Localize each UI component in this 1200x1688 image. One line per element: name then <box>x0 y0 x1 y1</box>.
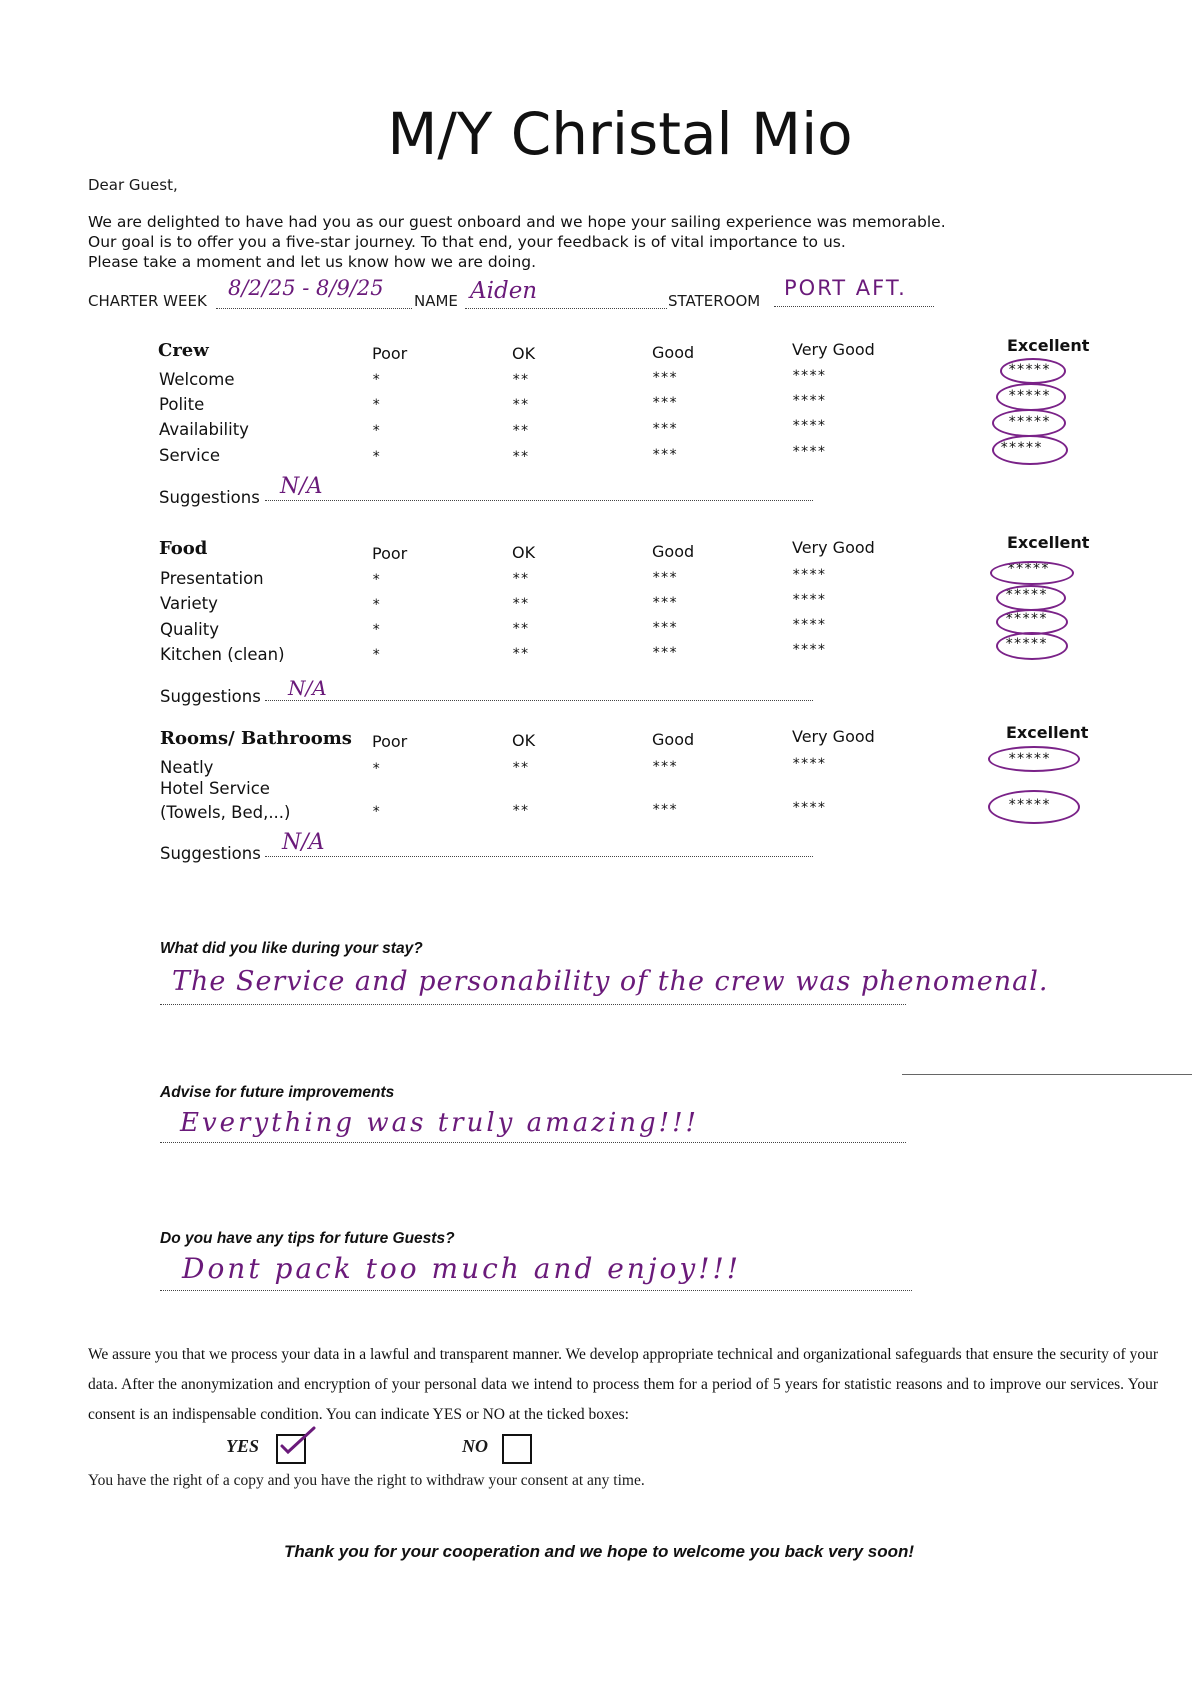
stars-excellent[interactable]: ***** <box>1008 751 1051 767</box>
answer-tips[interactable]: Dont pack too much and enjoy!!! <box>182 1252 741 1285</box>
suggestions-line <box>265 856 813 857</box>
intro-line: Please take a moment and let us know how we are doing. <box>88 253 537 271</box>
stars-poor[interactable]: * <box>372 622 381 638</box>
stars-ok[interactable]: ** <box>512 571 529 587</box>
stars-poor[interactable]: * <box>372 597 381 613</box>
row-label-quality: Quality <box>160 620 219 639</box>
col-good: Good <box>652 542 695 561</box>
stars-poor[interactable]: * <box>372 449 381 465</box>
stars-good[interactable]: *** <box>652 620 678 636</box>
stars-very-good[interactable]: **** <box>792 800 826 816</box>
suggestions-line <box>265 700 813 701</box>
suggestion-value[interactable]: N/A <box>280 474 323 499</box>
stars-good[interactable]: *** <box>652 447 678 463</box>
consent-text: We assure you that we process your data in a lawful and transparent manner. We develop appropriate technical and organizational safeguards that ensure the security of your data. After the anonymization and encryption of your personal data we intend to process them for a period of 5 years for statistic reasons and to improve our services. Your consent is an indispensable condition. You can indicate YES or NO at the ticked boxes: <box>88 1346 1158 1423</box>
page-title: M/Y Christal Mio <box>387 100 853 168</box>
greeting: Dear Guest, <box>88 176 178 194</box>
selection-circle <box>1000 358 1066 384</box>
stateroom-line <box>774 306 934 307</box>
stars-very-good[interactable]: **** <box>792 592 826 608</box>
stars-good[interactable]: *** <box>652 802 678 818</box>
row-label-welcome: Welcome <box>159 370 235 389</box>
stars-ok[interactable]: ** <box>512 646 529 662</box>
stars-ok[interactable]: ** <box>512 449 529 465</box>
stars-very-good[interactable]: **** <box>792 393 826 409</box>
section-title-rooms: Rooms/ Bathrooms <box>160 728 352 749</box>
col-poor: Poor <box>372 544 408 563</box>
answer-like[interactable]: The Service and personability of the crew was phenomenal. <box>172 966 1049 997</box>
selection-circle <box>988 746 1080 772</box>
yes-label: YES <box>226 1436 260 1456</box>
stars-poor[interactable]: * <box>372 804 381 820</box>
rights-text: You have the right of a copy and you have the right to withdraw your consent at any time. <box>88 1472 645 1489</box>
stars-very-good[interactable]: **** <box>792 444 826 460</box>
answer-line <box>160 1290 912 1291</box>
col-excellent: Excellent <box>1007 336 1090 355</box>
row-label-availability: Availability <box>159 420 249 439</box>
stars-excellent[interactable]: ***** <box>1008 797 1051 813</box>
stars-ok[interactable]: ** <box>512 803 529 819</box>
col-very-good: Very Good <box>792 727 875 746</box>
selection-circle <box>992 435 1068 465</box>
section-title-food: Food <box>159 538 208 559</box>
stray-line <box>902 1074 1192 1075</box>
name-line <box>465 308 667 309</box>
no-checkbox[interactable] <box>502 1434 532 1464</box>
row-label-polite: Polite <box>159 395 205 414</box>
col-very-good: Very Good <box>792 340 875 359</box>
stars-ok[interactable]: ** <box>512 423 529 439</box>
stars-very-good[interactable]: **** <box>792 642 826 658</box>
stars-ok[interactable]: ** <box>512 596 529 612</box>
row-label-hotel-service: Hotel Service <box>160 779 270 798</box>
intro-line: Our goal is to offer you a five-star journey. To that end, your feedback is of vital importance to us. <box>88 233 846 251</box>
row-label-towels-bed: (Towels, Bed,...) <box>160 803 291 822</box>
no-label: NO <box>462 1436 488 1456</box>
col-excellent: Excellent <box>1007 533 1090 552</box>
answer-line <box>160 1142 906 1143</box>
selection-circle <box>996 585 1066 611</box>
row-label-service: Service <box>159 446 220 465</box>
stars-good[interactable]: *** <box>652 645 678 661</box>
stars-good[interactable]: *** <box>652 395 678 411</box>
stars-ok[interactable]: ** <box>512 621 529 637</box>
suggestions-line <box>265 500 813 501</box>
question-improvements: Advise for future improvements <box>160 1084 395 1101</box>
stars-excellent[interactable]: ***** <box>1007 561 1050 577</box>
check-mark-icon <box>276 1424 318 1458</box>
suggestions-label: Suggestions <box>159 488 260 507</box>
suggestion-value[interactable]: N/A <box>288 676 327 700</box>
stars-very-good[interactable]: **** <box>792 368 826 384</box>
selection-circle <box>996 383 1066 411</box>
suggestion-value[interactable]: N/A <box>282 830 325 855</box>
stars-excellent[interactable]: ***** <box>1005 611 1048 627</box>
stateroom-value[interactable]: PORT AFT. <box>784 276 907 300</box>
answer-line <box>160 1004 906 1005</box>
selection-circle <box>992 409 1066 437</box>
row-label-presentation: Presentation <box>160 569 264 588</box>
stars-poor[interactable]: * <box>372 372 381 388</box>
yes-checkbox[interactable] <box>276 1434 306 1464</box>
stars-very-good[interactable]: **** <box>792 617 826 633</box>
row-label-kitchen: Kitchen (clean) <box>160 645 285 664</box>
charter-week-value[interactable]: 8/2/25 - 8/9/25 <box>228 276 384 300</box>
stars-excellent[interactable]: ***** <box>1005 587 1048 603</box>
closing-text: Thank you for your cooperation and we hope to welcome you back very soon! <box>284 1542 915 1561</box>
section-title-crew: Crew <box>158 340 209 361</box>
col-good: Good <box>652 343 695 362</box>
col-ok: OK <box>512 731 536 750</box>
row-label-neatly: Neatly <box>160 758 214 777</box>
col-ok: OK <box>512 543 536 562</box>
stateroom-label: STATEROOM <box>668 292 761 310</box>
stars-good[interactable]: *** <box>652 421 678 437</box>
stars-excellent[interactable]: ***** <box>1008 388 1051 404</box>
stars-poor[interactable]: * <box>372 423 381 439</box>
row-label-variety: Variety <box>160 594 218 613</box>
selection-circle <box>988 790 1080 824</box>
stars-very-good[interactable]: **** <box>792 756 826 772</box>
stars-excellent[interactable]: ***** <box>1008 362 1051 378</box>
charter-week-label: CHARTER WEEK <box>88 292 207 310</box>
name-value[interactable]: Aiden <box>470 278 538 304</box>
col-good: Good <box>652 730 695 749</box>
stars-poor[interactable]: * <box>372 761 381 777</box>
stars-ok[interactable]: ** <box>512 760 529 776</box>
intro-text <box>88 212 946 272</box>
name-label: NAME <box>414 292 458 310</box>
stars-excellent[interactable]: ***** <box>1005 636 1048 652</box>
stars-poor[interactable]: * <box>372 647 381 663</box>
stars-poor[interactable]: * <box>372 397 381 413</box>
stars-good[interactable]: *** <box>652 570 678 586</box>
stars-ok[interactable]: ** <box>512 372 529 388</box>
selection-circle <box>990 561 1074 585</box>
col-poor: Poor <box>372 732 408 751</box>
stars-good[interactable]: *** <box>652 759 678 775</box>
stars-poor[interactable]: * <box>372 572 381 588</box>
selection-circle <box>996 632 1068 660</box>
stars-good[interactable]: *** <box>652 370 678 386</box>
stars-very-good[interactable]: **** <box>792 418 826 434</box>
col-excellent: Excellent <box>1006 723 1089 742</box>
stars-excellent[interactable]: ***** <box>1000 440 1043 456</box>
stars-good[interactable]: *** <box>652 595 678 611</box>
suggestions-label: Suggestions <box>160 687 261 706</box>
col-ok: OK <box>512 344 536 363</box>
stars-ok[interactable]: ** <box>512 397 529 413</box>
charter-week-line <box>216 308 412 309</box>
intro-line: We are delighted to have had you as our guest onboard and we hope your sailing experience was memorable. <box>88 213 946 231</box>
stars-excellent[interactable]: ***** <box>1008 414 1051 430</box>
col-poor: Poor <box>372 344 408 363</box>
question-like: What did you like during your stay? <box>160 940 423 957</box>
question-tips: Do you have any tips for future Guests? <box>160 1230 455 1247</box>
stars-very-good[interactable]: **** <box>792 567 826 583</box>
col-very-good: Very Good <box>792 538 875 557</box>
suggestions-label: Suggestions <box>160 844 261 863</box>
answer-improvements[interactable]: Everything was truly amazing!!! <box>180 1108 699 1138</box>
